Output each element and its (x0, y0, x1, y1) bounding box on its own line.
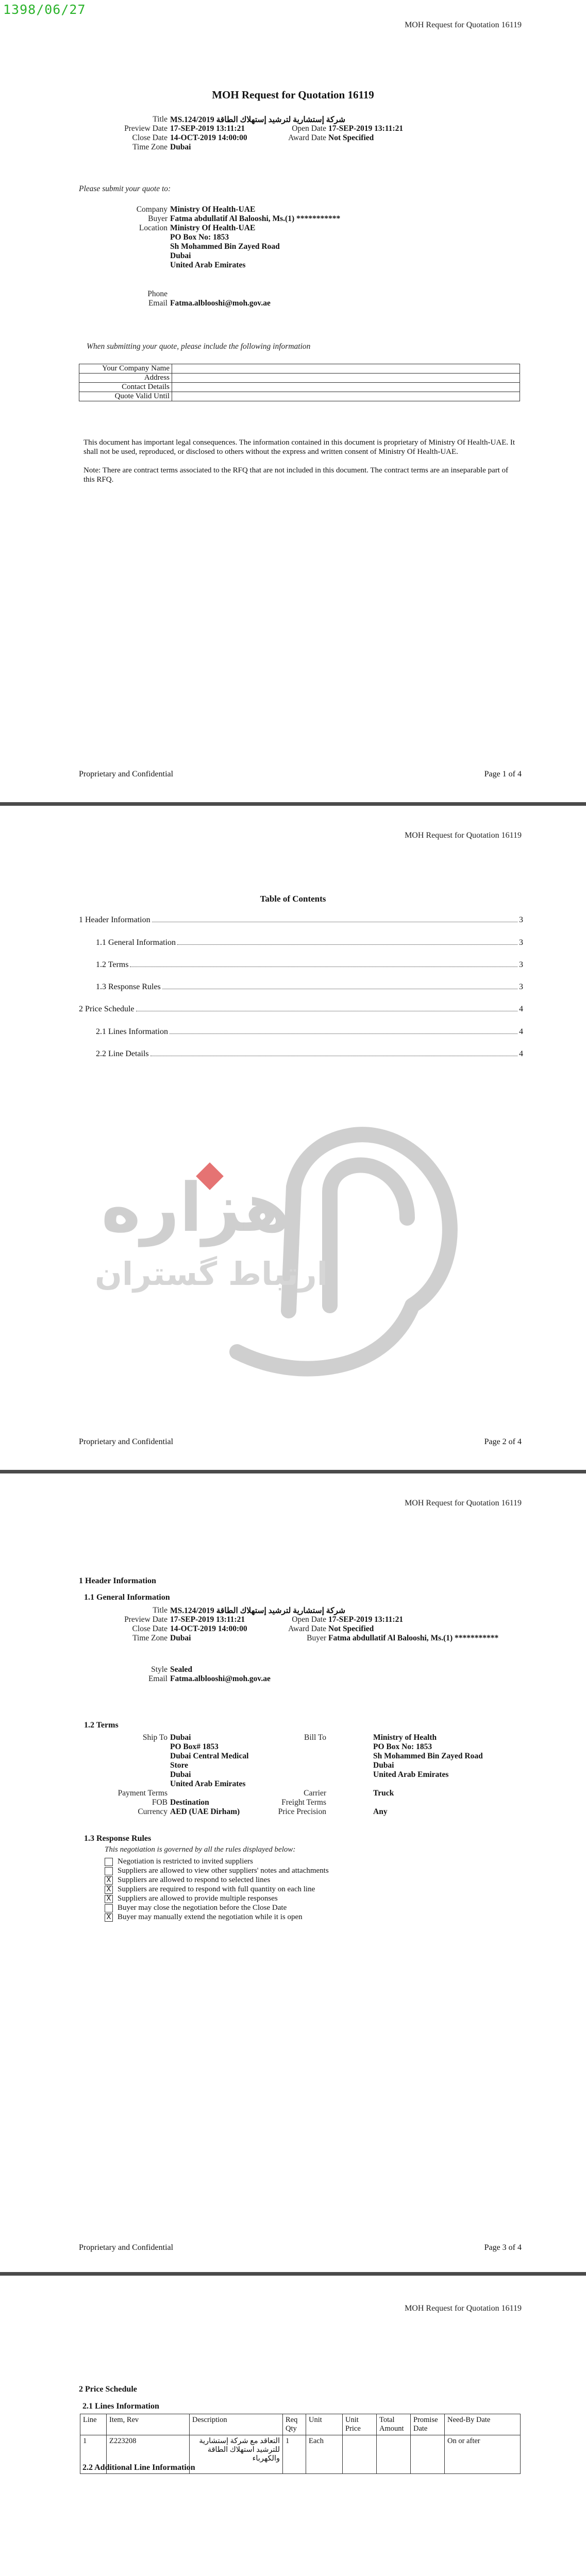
quote-field-input[interactable] (172, 383, 520, 392)
award-date-label: Award Date (288, 1624, 326, 1633)
award-date-label: Award Date (288, 133, 326, 142)
rule-checkbox[interactable]: X (105, 1876, 113, 1885)
time-zone-label: Time Zone (132, 1634, 168, 1642)
page-divider (0, 1470, 586, 1473)
column-header: Description (190, 2414, 283, 2435)
footer-page-number: Page 1 of 4 (484, 770, 522, 778)
open-date-label: Open Date (292, 1615, 326, 1624)
section-terms: 1.2 Terms (84, 1721, 119, 1730)
phone-label: Phone (147, 290, 168, 298)
document-title: MOH Request for Quotation 16119 (212, 89, 374, 101)
quote-field-input[interactable] (172, 374, 520, 383)
preview-date-value: 17-SEP-2019 13:11:21 (170, 124, 245, 133)
bill-to-line: Sh Mohammed Bin Zayed Road (373, 1752, 483, 1760)
watermark-subtitle: ارتباط گستران (95, 1255, 328, 1293)
column-header: Promise Date (411, 2414, 445, 2435)
column-header: Need-By Date (445, 2414, 521, 2435)
item-rev: Z223208 (107, 2435, 190, 2474)
bill-to-line: PO Box No: 1853 (373, 1742, 432, 1751)
page-4 (0, 2276, 586, 2576)
rule-text: Suppliers are allowed to view other suppliers' notes and attachments (118, 1867, 329, 1875)
total-amount (377, 2435, 411, 2474)
location-line: Dubai (170, 251, 191, 260)
toc-entry[interactable]: 2.1 Lines Information 4 (96, 1027, 523, 1036)
page-header: MOH Request for Quotation 16119 (405, 831, 522, 840)
rule-text: Suppliers are allowed to respond to selected lines (118, 1876, 271, 1884)
rule-checkbox[interactable] (105, 1904, 113, 1912)
bill-to-line: United Arab Emirates (373, 1770, 449, 1779)
rule-checkbox[interactable] (105, 1858, 113, 1866)
page-1 (0, 0, 586, 802)
buyer-value: Fatma abdullatif Al Balooshi, Ms.(1) *********** (328, 1634, 499, 1642)
note-text: Note: There are contract terms associated to the RFQ that are not included in this document. The contract terms are an inseparable part of this RFQ. (83, 466, 509, 484)
column-header: Req Qty (283, 2414, 306, 2435)
close-date-label: Close Date (132, 133, 168, 142)
need-by-date: On or after (445, 2435, 521, 2474)
rule-checkbox[interactable]: X (105, 1886, 113, 1894)
title-value: MS.124/2019 شركة إستشارية لترشيد إستهلاك الطاقة (170, 115, 345, 124)
ship-to-label: Ship To (142, 1733, 168, 1742)
title-value: MS.124/2019 شركة إستشارية لترشيد إستهلاك الطاقة (170, 1606, 345, 1615)
location-line: PO Box No: 1853 (170, 233, 229, 242)
section-response-rules: 1.3 Response Rules (84, 1834, 152, 1843)
location-line: United Arab Emirates (170, 261, 246, 269)
table-row (79, 374, 520, 383)
fob-label: FOB (152, 1798, 168, 1807)
freight-terms-label: Freight Terms (281, 1798, 326, 1807)
toc-entry[interactable]: 1.2 Terms 3 (96, 960, 523, 969)
quote-field-input[interactable] (172, 364, 520, 374)
bill-to-line: Ministry of Health (373, 1733, 437, 1742)
open-date-value: 17-SEP-2019 13:11:21 (328, 124, 404, 133)
title-label: Title (153, 115, 168, 124)
page-divider (0, 802, 586, 806)
buyer-value: Fatma abdullatif Al Balooshi, Ms.(1) *********** (170, 214, 341, 223)
preview-date-label: Preview Date (124, 124, 168, 133)
rule-text: Suppliers are required to respond with full quantity on each line (118, 1885, 315, 1893)
time-zone-value: Dubai (170, 143, 191, 151)
watermark-logo (41, 1063, 505, 1383)
ship-to-line: United Arab Emirates (170, 1780, 246, 1788)
quote-field-label: Contact Details (79, 383, 172, 392)
open-date-value: 17-SEP-2019 13:11:21 (328, 1615, 404, 1624)
page-header: MOH Request for Quotation 16119 (405, 21, 522, 29)
email-label: Email (148, 1674, 168, 1683)
table-header-row (80, 2414, 521, 2435)
table-row (79, 364, 520, 374)
table-row (79, 392, 520, 401)
footer-confidential: Proprietary and Confidential (79, 1437, 174, 1446)
close-date-label: Close Date (132, 1624, 168, 1633)
rule-checkbox[interactable]: X (105, 1895, 113, 1903)
column-header: Unit (306, 2414, 343, 2435)
currency-label: Currency (138, 1807, 168, 1816)
time-zone-value: Dubai (170, 1634, 191, 1642)
open-date-label: Open Date (292, 124, 326, 133)
legal-text: This document has important legal consequences. The information contained in this document is proprietary of Ministry Of Health-UAE. It shall not be used, reproduced, or disclosed to others without the express and written consent of Ministry Of Health-UAE. (83, 438, 515, 456)
price-precision-value: Any (373, 1807, 388, 1816)
bill-to-label: Bill To (304, 1733, 326, 1742)
page-3 (0, 1473, 586, 2272)
rule-checkbox[interactable]: X (105, 1913, 113, 1922)
promise-date[interactable] (411, 2435, 445, 2474)
quote-field-label: Quote Valid Until (79, 392, 172, 401)
line-description: التعاقد مع شركة إستشارية للترشيد استهلاك الطاقة والكهرباء (190, 2435, 283, 2474)
page-header: MOH Request for Quotation 16119 (405, 1499, 522, 1507)
location-line: Ministry Of Health-UAE (170, 224, 256, 232)
section-general-information: 1.1 General Information (84, 1593, 170, 1602)
rule-checkbox[interactable] (105, 1867, 113, 1875)
footer-page-number: Page 3 of 4 (484, 2243, 522, 2252)
carrier-value: Truck (373, 1789, 394, 1798)
quote-field-label: Your Company Name (79, 364, 172, 374)
style-label: Style (151, 1665, 168, 1674)
line-number: 1 (80, 2435, 107, 2474)
email-label: Email (148, 299, 168, 308)
rule-text: Buyer may manually extend the negotiation while it is open (118, 1913, 303, 1921)
toc-entry[interactable]: 1.1 General Information 3 (96, 938, 523, 947)
ship-to-line: Dubai Central Medical Store (170, 1752, 249, 1770)
date-stamp: 1398/06/27 (3, 2, 86, 17)
toc-entry[interactable]: 2 Price Schedule 4 (79, 1005, 523, 1013)
watermark-brand: هزاره (101, 1168, 291, 1247)
toc-entry[interactable]: 1.3 Response Rules 3 (96, 982, 523, 991)
table-row (79, 383, 520, 392)
quote-info-table (79, 364, 520, 401)
column-header: Line (80, 2414, 107, 2435)
title-label: Title (153, 1606, 168, 1615)
bill-to-line: Dubai (373, 1761, 394, 1770)
buyer-label: Buyer (307, 1634, 326, 1642)
award-date-value: Not Specified (328, 1624, 374, 1633)
preview-date-label: Preview Date (124, 1615, 168, 1624)
footer-confidential: Proprietary and Confidential (79, 770, 174, 778)
req-qty: 1 (283, 2435, 306, 2474)
section-additional-line-information: 2.2 Additional Line Information (82, 2463, 195, 2472)
price-precision-label: Price Precision (278, 1807, 326, 1816)
time-zone-label: Time Zone (132, 143, 168, 151)
column-header: Item, Rev (107, 2414, 190, 2435)
location-label: Location (139, 224, 168, 232)
page-header: MOH Request for Quotation 16119 (405, 2304, 522, 2313)
column-header: Total Amount (377, 2414, 411, 2435)
payment-terms-label: Payment Terms (118, 1789, 168, 1798)
footer-confidential: Proprietary and Confidential (79, 2243, 174, 2252)
company-label: Company (136, 205, 168, 214)
section-price-schedule: 2 Price Schedule (79, 2385, 137, 2394)
buyer-label: Buyer (148, 214, 168, 223)
ship-to-line: Dubai (170, 1770, 191, 1779)
award-date-value: Not Specified (328, 133, 374, 142)
ship-to-line: PO Box# 1853 (170, 1742, 219, 1751)
submit-note: Please submit your quote to: (79, 184, 171, 193)
quote-field-input[interactable] (172, 392, 520, 401)
close-date-value: 14-OCT-2019 14:00:00 (170, 1624, 247, 1633)
close-date-value: 14-OCT-2019 14:00:00 (170, 133, 247, 142)
unit-price[interactable] (343, 2435, 377, 2474)
page-2 (0, 806, 586, 1470)
location-line: Sh Mohammed Bin Zayed Road (170, 242, 280, 251)
ship-to-line: Dubai (170, 1733, 191, 1742)
section-header-information: 1 Header Information (79, 1577, 156, 1585)
unit: Each (306, 2435, 343, 2474)
column-header: Unit Price (343, 2414, 377, 2435)
email-value: Fatma.alblooshi@moh.gov.ae (170, 299, 271, 308)
quote-field-label: Address (79, 374, 172, 383)
company-value: Ministry Of Health-UAE (170, 205, 256, 214)
fob-value: Destination (170, 1798, 209, 1807)
currency-value: AED (UAE Dirham) (170, 1807, 240, 1816)
toc-title: Table of Contents (260, 894, 326, 904)
email-value: Fatma.alblooshi@moh.gov.ae (170, 1674, 271, 1683)
style-value: Sealed (170, 1665, 193, 1674)
toc-entry[interactable]: 2.2 Line Details 4 (96, 1049, 523, 1058)
toc-entry[interactable]: 1 Header Information 3 (79, 916, 523, 924)
page-divider (0, 2272, 586, 2276)
include-note: When submitting your quote, please include the following information (87, 342, 311, 351)
rule-text: Negotiation is restricted to invited suppliers (118, 1857, 253, 1866)
footer-page-number: Page 2 of 4 (484, 1437, 522, 1446)
rule-text: Buyer may close the negotiation before the Close Date (118, 1904, 287, 1912)
rules-note: This negotiation is governed by all the rules displayed below: (105, 1845, 296, 1854)
preview-date-value: 17-SEP-2019 13:11:21 (170, 1615, 245, 1624)
rule-text: Suppliers are allowed to provide multiple responses (118, 1894, 278, 1903)
carrier-label: Carrier (304, 1789, 326, 1798)
section-lines-information: 2.1 Lines Information (82, 2402, 159, 2411)
